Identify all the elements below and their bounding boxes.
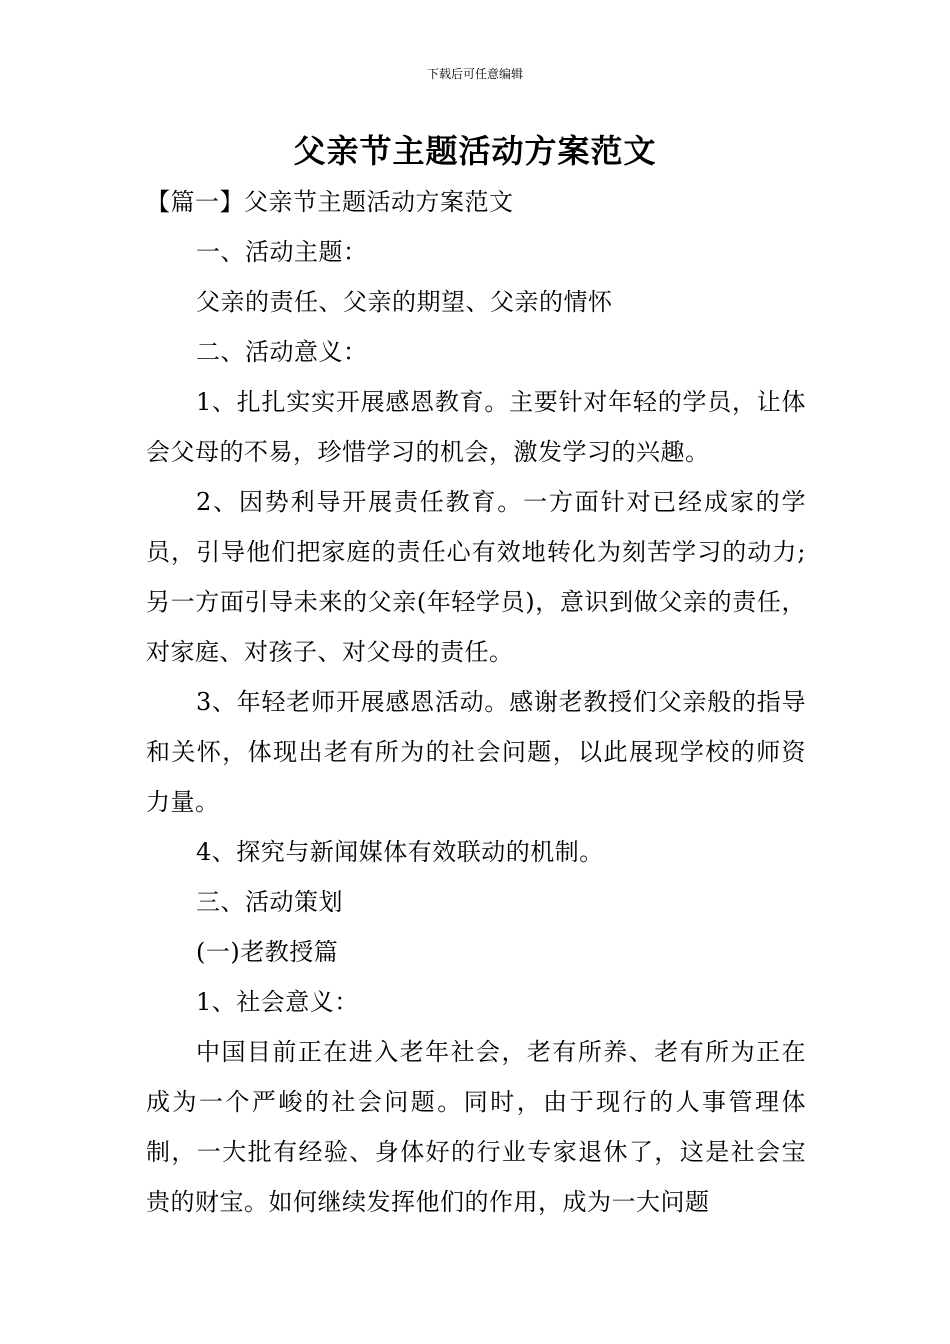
paragraph: 4、探究与新闻媒体有效联动的机制。 xyxy=(196,838,604,866)
paragraph: 中国目前正在进入老年社会，老有所养、老有所为正在成为一个严峻的社会问题。同时，由于现行的人事管理体制，一大批有经验、身体好的行业专家退休了，这是社会宝贵的财宝。如何继续发挥他们的作用，成为一大问题 xyxy=(146,1038,806,1216)
paragraph: 【篇一】父亲节主题活动方案范文 xyxy=(146,188,514,216)
paragraph: 二、活动意义： xyxy=(196,338,368,366)
paragraph: 三、活动策划 xyxy=(196,888,343,916)
paragraph: 父亲的责任、父亲的期望、父亲的情怀 xyxy=(196,288,613,316)
paragraph: 3、年轻老师开展感恩活动。感谢老教授们父亲般的指导和关怀，体现出老有所为的社会问题，以此展现学校的师资力量。 xyxy=(146,688,806,816)
document-title: 父亲节主题活动方案范文 xyxy=(293,132,657,170)
header-note: 下载后可任意编辑 xyxy=(426,67,523,81)
paragraph: (一)老教授篇 xyxy=(196,938,339,966)
paragraph: 2、因势利导开展责任教育。一方面针对已经成家的学员，引导他们把家庭的责任心有效地转化为刻苦学习的动力;另一方面引导未来的父亲(年轻学员)，意识到做父亲的责任，对家庭、对孩子、对父母的责任。 xyxy=(146,488,806,666)
paragraph: 一、活动主题： xyxy=(196,238,368,266)
document-body xyxy=(146,177,806,1227)
paragraph: 1、社会意义： xyxy=(196,988,359,1016)
paragraph: 1、扎扎实实开展感恩教育。主要针对年轻的学员，让体会父母的不易，珍惜学习的机会，激发学习的兴趣。 xyxy=(146,388,806,466)
